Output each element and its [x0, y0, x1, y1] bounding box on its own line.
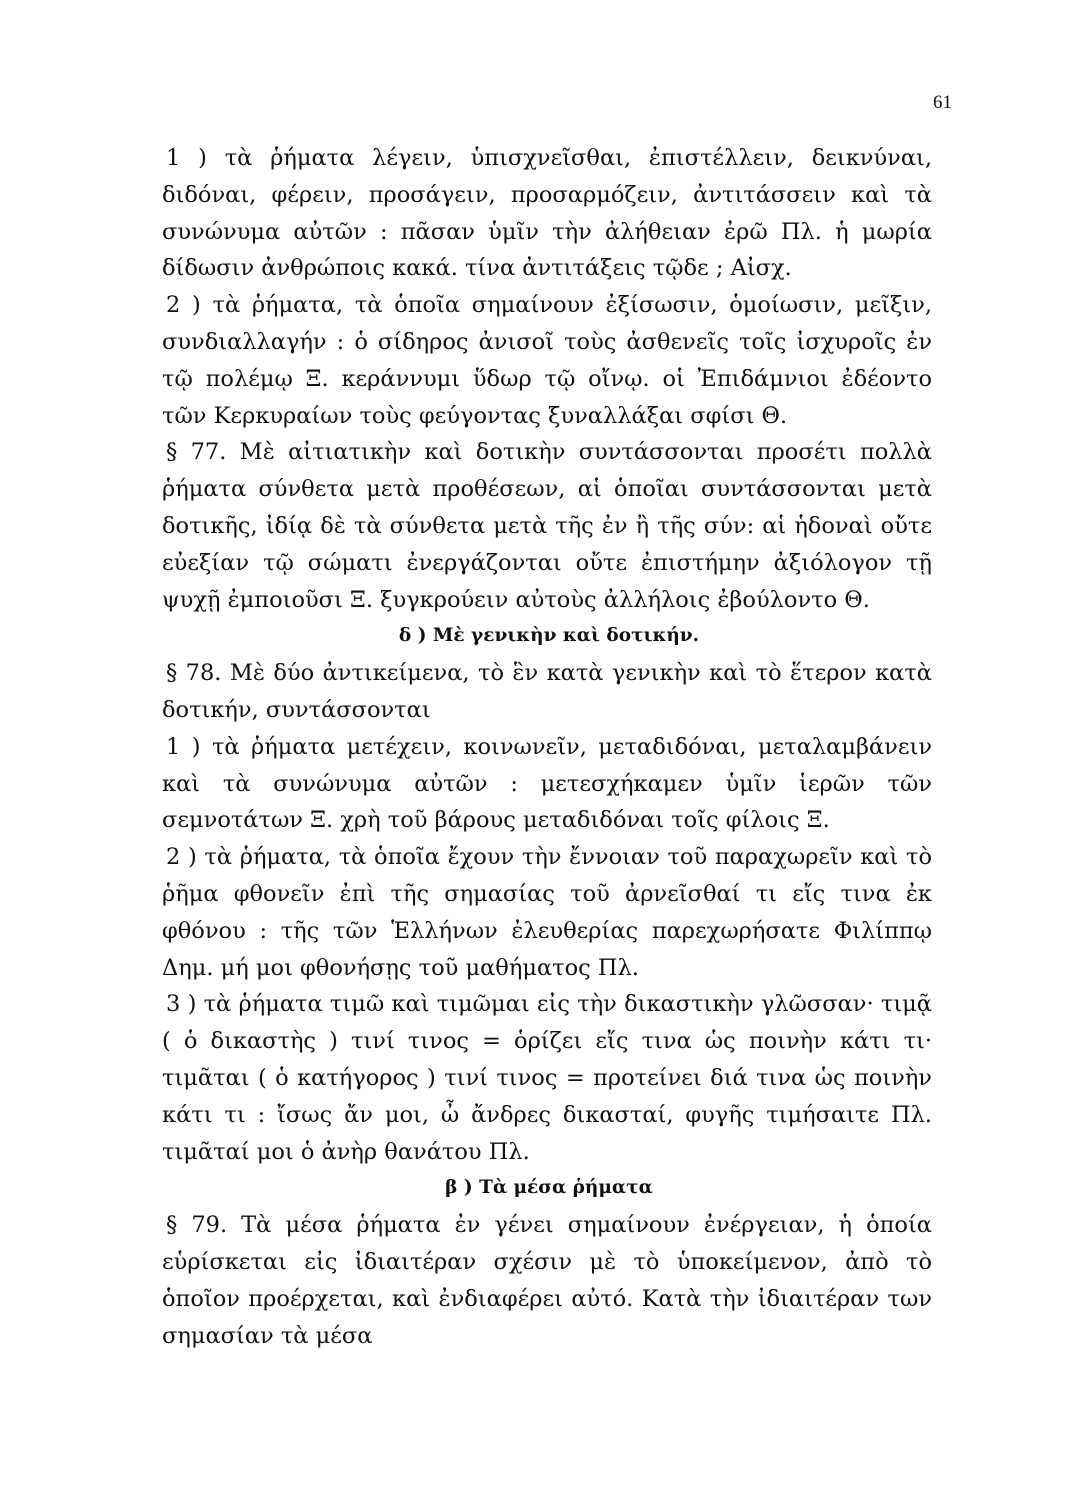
paragraph-verbs-of-equalizing: 2 ) τὰ ῥήματα, τὰ ὁποῖα σημαίνουν ἐξίσωσιν, ὁμοίωσιν, μεῖξιν, συνδιαλλαγήν : ὁ σίδηρος ἀνισοῖ τοὺς ἀσθενεῖς τοῖς ἰσχυροῖς ἐν τῷ πολέμῳ Ξ. κεράννυμι ὕδωρ τῷ οἴνῳ. οἱ Ἐπιδάμνιοι ἐδέοντο τῶν Κερκυραίων τοὺς φεύγοντας ξυναλλάξαι σφίσι Θ.: [162, 292, 932, 429]
paragraph-verbs-of-yielding: 2 ) τὰ ῥήματα, τὰ ὁποῖα ἔχουν τὴν ἔννοιαν τοῦ παραχωρεῖν καὶ τὸ ῥῆμα φθονεῖν ἐπὶ τῆς σημασίας τοῦ ἀρνεῖσθαί τι εἴς τινα ἐκ φθόνου : τῆς τῶν Ἑλλήνων ἐλευθερίας παρεχωρήσατε Φιλίππῳ Δημ. μή μοι φθονήσῃς τοῦ μαθήματος Πλ.: [162, 844, 932, 981]
paragraph-verbs-of-saying: 1 ) τὰ ῥήματα λέγειν, ὑπισχνεῖσθαι, ἐπιστέλλειν, δεικνύναι, διδόναι, φέρειν, προσάγειν, προσαρμόζειν, ἀντιτάσσειν καὶ τὰ συνώνυμα αὐτῶν : πᾶσαν ὑμῖν τὴν ἀλήθειαν ἐρῶ Πλ. ἡ μωρία δίδωσιν ἀνθρώποις κακά. τίνα ἀντιτάξεις τῷδε ; Αἰσχ.: [162, 145, 932, 282]
paragraph-section-79: § 79. Τὰ μέσα ῥήματα ἐν γένει σημαίνουν ἐνέργειαν, ἡ ὁποία εὑρίσκεται εἰς ἰδιαιτέραν σχέσιν μὲ τὸ ὑποκείμενον, ἀπὸ τὸ ὁποῖον προέρχεται, καὶ ἐνδιαφέρει αὐτό. Κατὰ τὴν ἰδιαιτέραν των σημασίαν τὰ μέσα: [162, 1212, 932, 1349]
paragraph-section-77: § 77. Μὲ αἰτιατικὴν καὶ δοτικὴν συντάσσονται προσέτι πολλὰ ῥήματα σύνθετα μετὰ προθέσεων, αἱ ὁποῖαι συντάσσονται μετὰ δοτικῆς, ἰδίᾳ δὲ τὰ σύνθετα μετὰ τῆς ἐν ἢ τῆς σύν: αἱ ἡδοναὶ οὔτε εὐεξίαν τῷ σώματι ἐνεργάζονται οὔτε ἐπιστήμην ἀξιόλογον τῇ ψυχῇ ἐμποιοῦσι Ξ. ξυγκρούειν αὐτοὺς ἀλλήλοις ἐβούλοντο Θ.: [162, 439, 932, 613]
paragraph-verbs-of-sharing: 1 ) τὰ ῥήματα μετέχειν, κοινωνεῖν, μεταδιδόναι, μεταλαμβάνειν καὶ τὰ συνώνυμα αὐτῶν : μετεσχήκαμεν ὑμῖν ἱερῶν τῶν σεμνοτάτων Ξ. χρὴ τοῦ βάρους μεταδιδόναι τοῖς φίλοις Ξ.: [162, 733, 932, 834]
page-number: 61: [933, 92, 952, 113]
page-text: [162, 140, 932, 1354]
heading-middle-verbs: β ) Τὰ μέσα ῥήματα: [445, 1177, 653, 1199]
paragraph-verbs-timo: 3 ) τὰ ῥήματα τιμῶ καὶ τιμῶμαι εἰς τὴν δικαστικὴν γλῶσσαν· τιμᾷ ( ὁ δικαστὴς ) τινί τινος = ὁρίζει εἴς τινα ὡς ποινὴν κάτι τι· τιμᾶται ( ὁ κατήγορος ) τινί τινος = προτείνει διά τινα ὡς ποινὴν κάτι τι : ἴσως ἄν μοι, ὦ ἄνδρες δικασταί, φυγῆς τιμήσαιτε Πλ. τιμᾶταί μοι ὁ ἀνὴρ θανάτου Πλ.: [162, 991, 932, 1165]
heading-genitive-dative: δ ) Μὲ γενικὴν καὶ δοτικήν.: [398, 625, 700, 647]
paragraph-section-78: § 78. Μὲ δύο ἀντικείμενα, τὸ ἓν κατὰ γενικὴν καὶ τὸ ἕτερον κατὰ δοτικήν, συντάσσονται: [162, 660, 932, 723]
